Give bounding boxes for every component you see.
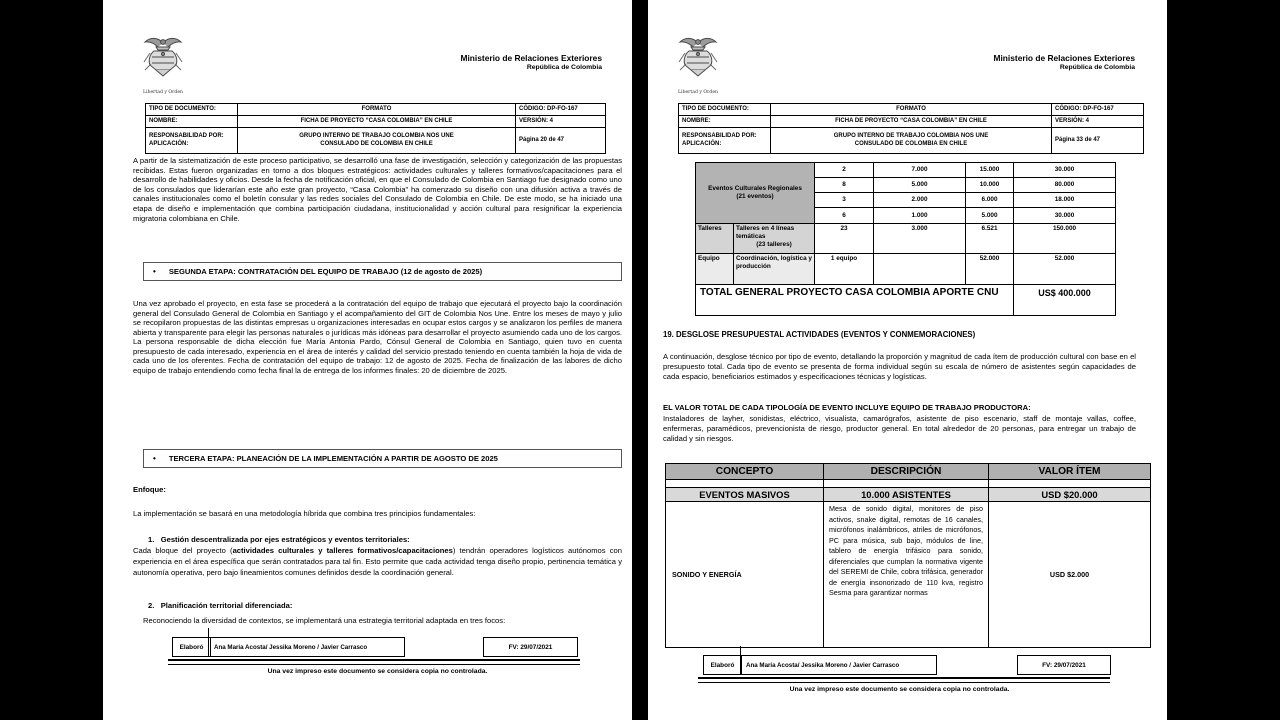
value-total-heading: EL VALOR TOTAL DE CADA TIPOLOGÍA DE EVENTO INCLUYE EQUIPO DE TRABAJO PRODUCTORA: <box>663 403 1031 412</box>
ministry-title: Ministerio de Relaciones Exteriores <box>993 53 1135 63</box>
budget-cell: 23 <box>815 224 874 254</box>
doc-resp-label-1: RESPONSABILIDAD POR: <box>149 133 224 140</box>
spacer-cell <box>666 480 824 488</box>
stage3-heading-box <box>143 449 622 468</box>
doc-code: CÓDIGO: DP-FO-167 <box>1052 104 1144 116</box>
doc-resp-value <box>771 128 1052 154</box>
footer-divider <box>698 677 1110 683</box>
footer-divider <box>168 659 580 665</box>
colombia-coat-of-arms-icon <box>142 36 184 84</box>
doc-type-value: FORMATO <box>771 104 1052 116</box>
item-1-text-post: ) tendrán operadores logísticos autónomos con experiencia en el área específica que serán contratados para tal fin. Esto permite que cada actividad tenga diseño propio, pertinencia temática y autonomía operativa, pero bajo lineamientos comunes definidos desde la coordinación general. <box>133 546 622 577</box>
doc-page-number: Página 33 de 47 <box>1052 128 1144 154</box>
doc-type-value: FORMATO <box>238 104 516 116</box>
doc-resp-label-1: RESPONSABILIDAD POR: <box>682 133 757 140</box>
doc-resp-value-1: GRUPO INTERNO DE TRABAJO COLOMBIA NOS UNE <box>833 133 989 140</box>
budget-cell: 52.000 <box>966 254 1014 285</box>
footer-elaboro-label: Elaboró <box>703 655 742 675</box>
footer-fv-date: FV: 29/07/2021 <box>1017 655 1111 675</box>
budget-summary-table <box>695 162 1116 316</box>
budget-cell: 2 <box>815 163 874 178</box>
attendees-cell: 10.000 ASISTENTES <box>824 488 989 502</box>
doc-resp-label <box>679 128 771 154</box>
budget-total-label: TOTAL GENERAL PROYECTO CASA COLOMBIA APORTE CNU <box>696 285 1014 316</box>
doc-type-label: TIPO DE DOCUMENTO: <box>146 104 238 116</box>
talleres-sub: (23 talleres) <box>756 241 792 248</box>
stage3-heading: TERCERA ETAPA: PLANEACIÓN DE LA IMPLEMENTACIÓN A PARTIR DE AGOSTO DE 2025 <box>168 454 498 463</box>
doc-resp-label <box>146 128 238 154</box>
budget-cell: 6.521 <box>966 224 1014 254</box>
budget-cell: 7.000 <box>874 163 966 178</box>
footer-tick-line <box>740 646 741 655</box>
list-item-2-heading: Planificación territorial diferenciada: <box>160 601 293 610</box>
concept-sonido-description <box>824 502 989 648</box>
coat-of-arms-logo <box>674 36 722 95</box>
doc-resp-value-2: CONSULADO DE COLOMBIA EN CHILE <box>854 140 968 147</box>
footer-authors: Ana María Acosta/ Jessika Moreno / Javier Carrasco <box>208 637 405 657</box>
budget-cell: 6 <box>815 208 874 224</box>
crew-description-paragraph: Instaladores de layher, sonidistas, eléctrico, visualista, camarógrafos, asistente de piso escenario, staff de montaje vallas, coffee, enfermeras, paramédicos, prevencionista de riesgo, productor general. En total alrededor de 20 personas, para entregar un trabajo de calidad y sin riesgos. <box>663 414 1136 443</box>
budget-cell: 2.000 <box>874 193 966 208</box>
list-item-1-title <box>148 535 410 544</box>
budget-total-value: US$ 400.000 <box>1014 285 1116 316</box>
budget-group-label: Eventos Culturales Regionales <box>708 185 802 192</box>
budget-cell: 18.000 <box>1014 193 1116 208</box>
event-type-cell: EVENTOS MASIVOS <box>666 488 824 502</box>
footer-fv-date: FV: 29/07/2021 <box>483 637 578 657</box>
budget-cell: 1 equipo <box>815 254 874 285</box>
doc-resp-value-1: GRUPO INTERNO DE TRABAJO COLOMBIA NOS UNE <box>299 133 454 140</box>
list-item-1-heading: Gestión descentralizada por ejes estratégicos y eventos territoriales: <box>160 535 410 544</box>
budget-cell: 3 <box>815 193 874 208</box>
spacer-cell <box>989 480 1151 488</box>
stage2-heading: SEGUNDA ETAPA: CONTRATACIÓN DEL EQUIPO DE TRABAJO (12 de agosto de 2025) <box>168 267 483 276</box>
column-header-valor-item: VALOR ÍTEM <box>989 464 1151 480</box>
budget-cell: 1.000 <box>874 208 966 224</box>
event-cost-table <box>665 463 1151 648</box>
budget-group-cell <box>696 163 815 224</box>
doc-resp-value <box>238 128 516 154</box>
footer-elaboro-label: Elaboró <box>172 637 211 657</box>
footer-authors: Ana María Acosta/ Jessika Moreno / Javier Carrasco <box>740 655 937 675</box>
list-item-2-number: 2. <box>148 601 155 610</box>
budget-cell: 6.000 <box>966 193 1014 208</box>
budget-cell: 5.000 <box>966 208 1014 224</box>
list-item-2-title <box>148 601 292 610</box>
item-1-text-bold: actividades culturales y talleres formativos/capacitaciones <box>232 546 453 555</box>
ministry-subtitle: República de Colombia <box>1059 63 1135 71</box>
doc-name-label: NOMBRE: <box>679 116 771 128</box>
document-page-20 <box>103 0 632 720</box>
coat-of-arms-logo <box>139 36 187 95</box>
doc-name-value: FICHA DE PROYECTO “CASA COLOMBIA” EN CHILE <box>238 116 516 128</box>
doc-version: VERSIÓN: 4 <box>1052 116 1144 128</box>
sonido-description-text: Mesa de sonido digital, monitores de piso activos, snake digital, remotas de 16 canales, micrófonos inalámbricos, atriles de micrófonos, PC para música, sub bajo, módulos de line, tablero de energía trifásico para sonido, diferenciales que cumplan la normativa vigente del SEREMI de Chile, cobra trifásica, generador de energía insonorizado de 110 kva, registro Sesma para garantizar normas <box>829 504 983 597</box>
section-19-paragraph: A continuación, desglose técnico por tipo de evento, detallando la proporción y magnitud de cada ítem de producción cultural con base en el presupuesto total. Cada tipo de evento se presenta de forma individual según su escala de número de asistentes según capacidades de cada espacio, beneficiarios estimados y especificaciones técnicas y logísticas. <box>663 352 1136 381</box>
document-header-table <box>145 103 606 154</box>
doc-name-value: FICHA DE PROYECTO “CASA COLOMBIA” EN CHILE <box>771 116 1052 128</box>
item-1-text-pre: Cada bloque del proyecto ( <box>133 546 233 555</box>
section-19-title: 19. DESGLOSE PRESUPUESTAL ACTIVIDADES (EVENTOS Y CONMEMORACIONES) <box>663 330 976 339</box>
budget-row-label: Talleres <box>696 224 734 254</box>
budget-cell: 150.000 <box>1014 224 1116 254</box>
document-page-33 <box>648 0 1167 720</box>
ministry-title: Ministerio de Relaciones Exteriores <box>460 53 602 63</box>
list-item-1-number: 1. <box>148 535 155 544</box>
list-item-2-body: Reconociendo la diversidad de contextos, se implementará una estrategia territorial adaptada en tres focos: <box>143 616 506 625</box>
budget-row-label: Equipo <box>696 254 734 285</box>
budget-cell: 8 <box>815 178 874 193</box>
budget-row-desc: Coordinación, logística y producción <box>734 254 815 285</box>
doc-version: VERSIÓN: 4 <box>516 116 606 128</box>
budget-cell: 30.000 <box>1014 163 1116 178</box>
paragraph-hiring: Una vez aprobado el proyecto, en esta fase se procederá a la contratación del equipo de trabajo que ejecutará el proyecto bajo la coordinación general del Consulado General de Colombia en Santiago y el acompañamiento del GIT de Colombia Nos Une. Entre los meses de mayo y julio se recopilaron propuestas de las distintas empresas u organizaciones interesadas en ocupar estos cargos y se analizaron los perfiles de manera abierta y transparente para elegir las personas naturales o jurídicas más idóneas para desarrollar el proyecto asumiendo cada uno de los cargos. La persona responsable de dicha elección fue María Antonia Pardo, Cónsul General de Colombia en Santiago, quien tuvo en cuenta presupuesto de cada interesado, experiencia en el área de interés y calidad del servicio prestado teniendo en cuenta también la hoja de vida de cada uno de los oferentes. Fecha de contratación del equipo de trabajo: 12 de agosto de 2025. Fecha de finalización de las labores de dicho equipo de trabajo entendiendo como fecha final la de entrega de los informes finales: 20 de diciembre de 2025. <box>133 299 622 375</box>
doc-name-label: NOMBRE: <box>146 116 238 128</box>
column-header-concepto: CONCEPTO <box>666 464 824 480</box>
footer-note: Una vez impreso este documento se considera copia no controlada. <box>789 686 1010 693</box>
spacer-cell <box>824 480 989 488</box>
budget-cell <box>874 254 966 285</box>
event-value-cell: USD $20.000 <box>989 488 1151 502</box>
ministry-heading <box>994 54 1136 72</box>
talleres-desc: Talleres en 4 líneas temáticas <box>736 225 795 240</box>
ministry-heading <box>461 54 603 72</box>
doc-resp-value-2: CONSULADO DE COLOMBIA EN CHILE <box>320 140 433 147</box>
methodology-intro: La implementación se basará en una metodología híbrida que combina tres principios fundamentales: <box>133 509 476 518</box>
budget-cell: 30.000 <box>1014 208 1116 224</box>
document-header-table <box>678 103 1144 154</box>
bullet-icon: • <box>153 454 156 463</box>
stage2-heading-box <box>143 262 622 281</box>
doc-page-number: Página 20 de 47 <box>516 128 606 154</box>
budget-cell: 3.000 <box>874 224 966 254</box>
logo-caption: Libertad y Orden <box>143 90 183 95</box>
bullet-icon: • <box>153 267 156 276</box>
doc-code: CÓDIGO: DP-FO-167 <box>516 104 606 116</box>
concept-sonido-value: USD $2.000 <box>989 502 1151 648</box>
concept-sonido-label: SONIDO Y ENERGÍA <box>666 502 824 648</box>
column-header-descripcion: DESCRIPCIÓN <box>824 464 989 480</box>
enfoque-label: Enfoque: <box>133 485 166 494</box>
budget-group-sublabel: (21 eventos) <box>736 193 774 200</box>
budget-cell: 52.000 <box>1014 254 1116 285</box>
ministry-subtitle: República de Colombia <box>526 63 602 71</box>
budget-cell: 15.000 <box>966 163 1014 178</box>
colombia-coat-of-arms-icon <box>677 36 719 84</box>
budget-cell: 5.000 <box>874 178 966 193</box>
budget-cell: 80.000 <box>1014 178 1116 193</box>
budget-row-desc <box>734 224 815 254</box>
paragraph-participative-process: A partir de la sistematización de este proceso participativo, se desarrolló una fase de investigación, selección y categorización de las propuestas recibidas. Estas fueron organizadas en torno a dos bloques estratégicos: actividades culturales y talleres formativos/capacitaciones para el desarrollo de habilidades y oficios. Desde la fecha de notificación oficial, en que el Consulado de Colombia en Santiago fue designado como uno de los consulados que liderarían este año este gran proyecto, “Casa Colombia” ha comenzado su diseño con una difusión activa a través de canales institucionales como el boletín consular y las redes sociales del Consulado de Colombia en Chile. De este modo, se ha iniciado una etapa de diseño e implementación que combina participación ciudadana, institucionalidad y acción cultural para resignificar la experiencia migratoria colombiana en Chile. <box>133 156 622 223</box>
list-item-1-body <box>133 546 622 578</box>
logo-caption: Libertad y Orden <box>678 90 718 95</box>
doc-resp-label-2: APLICACIÓN: <box>149 140 189 147</box>
footer-note: Una vez impreso este documento se considera copia no controlada. <box>267 668 488 675</box>
doc-type-label: TIPO DE DOCUMENTO: <box>679 104 771 116</box>
footer-tick-line <box>208 628 209 637</box>
budget-cell: 10.000 <box>966 178 1014 193</box>
doc-resp-label-2: APLICACIÓN: <box>682 140 722 147</box>
